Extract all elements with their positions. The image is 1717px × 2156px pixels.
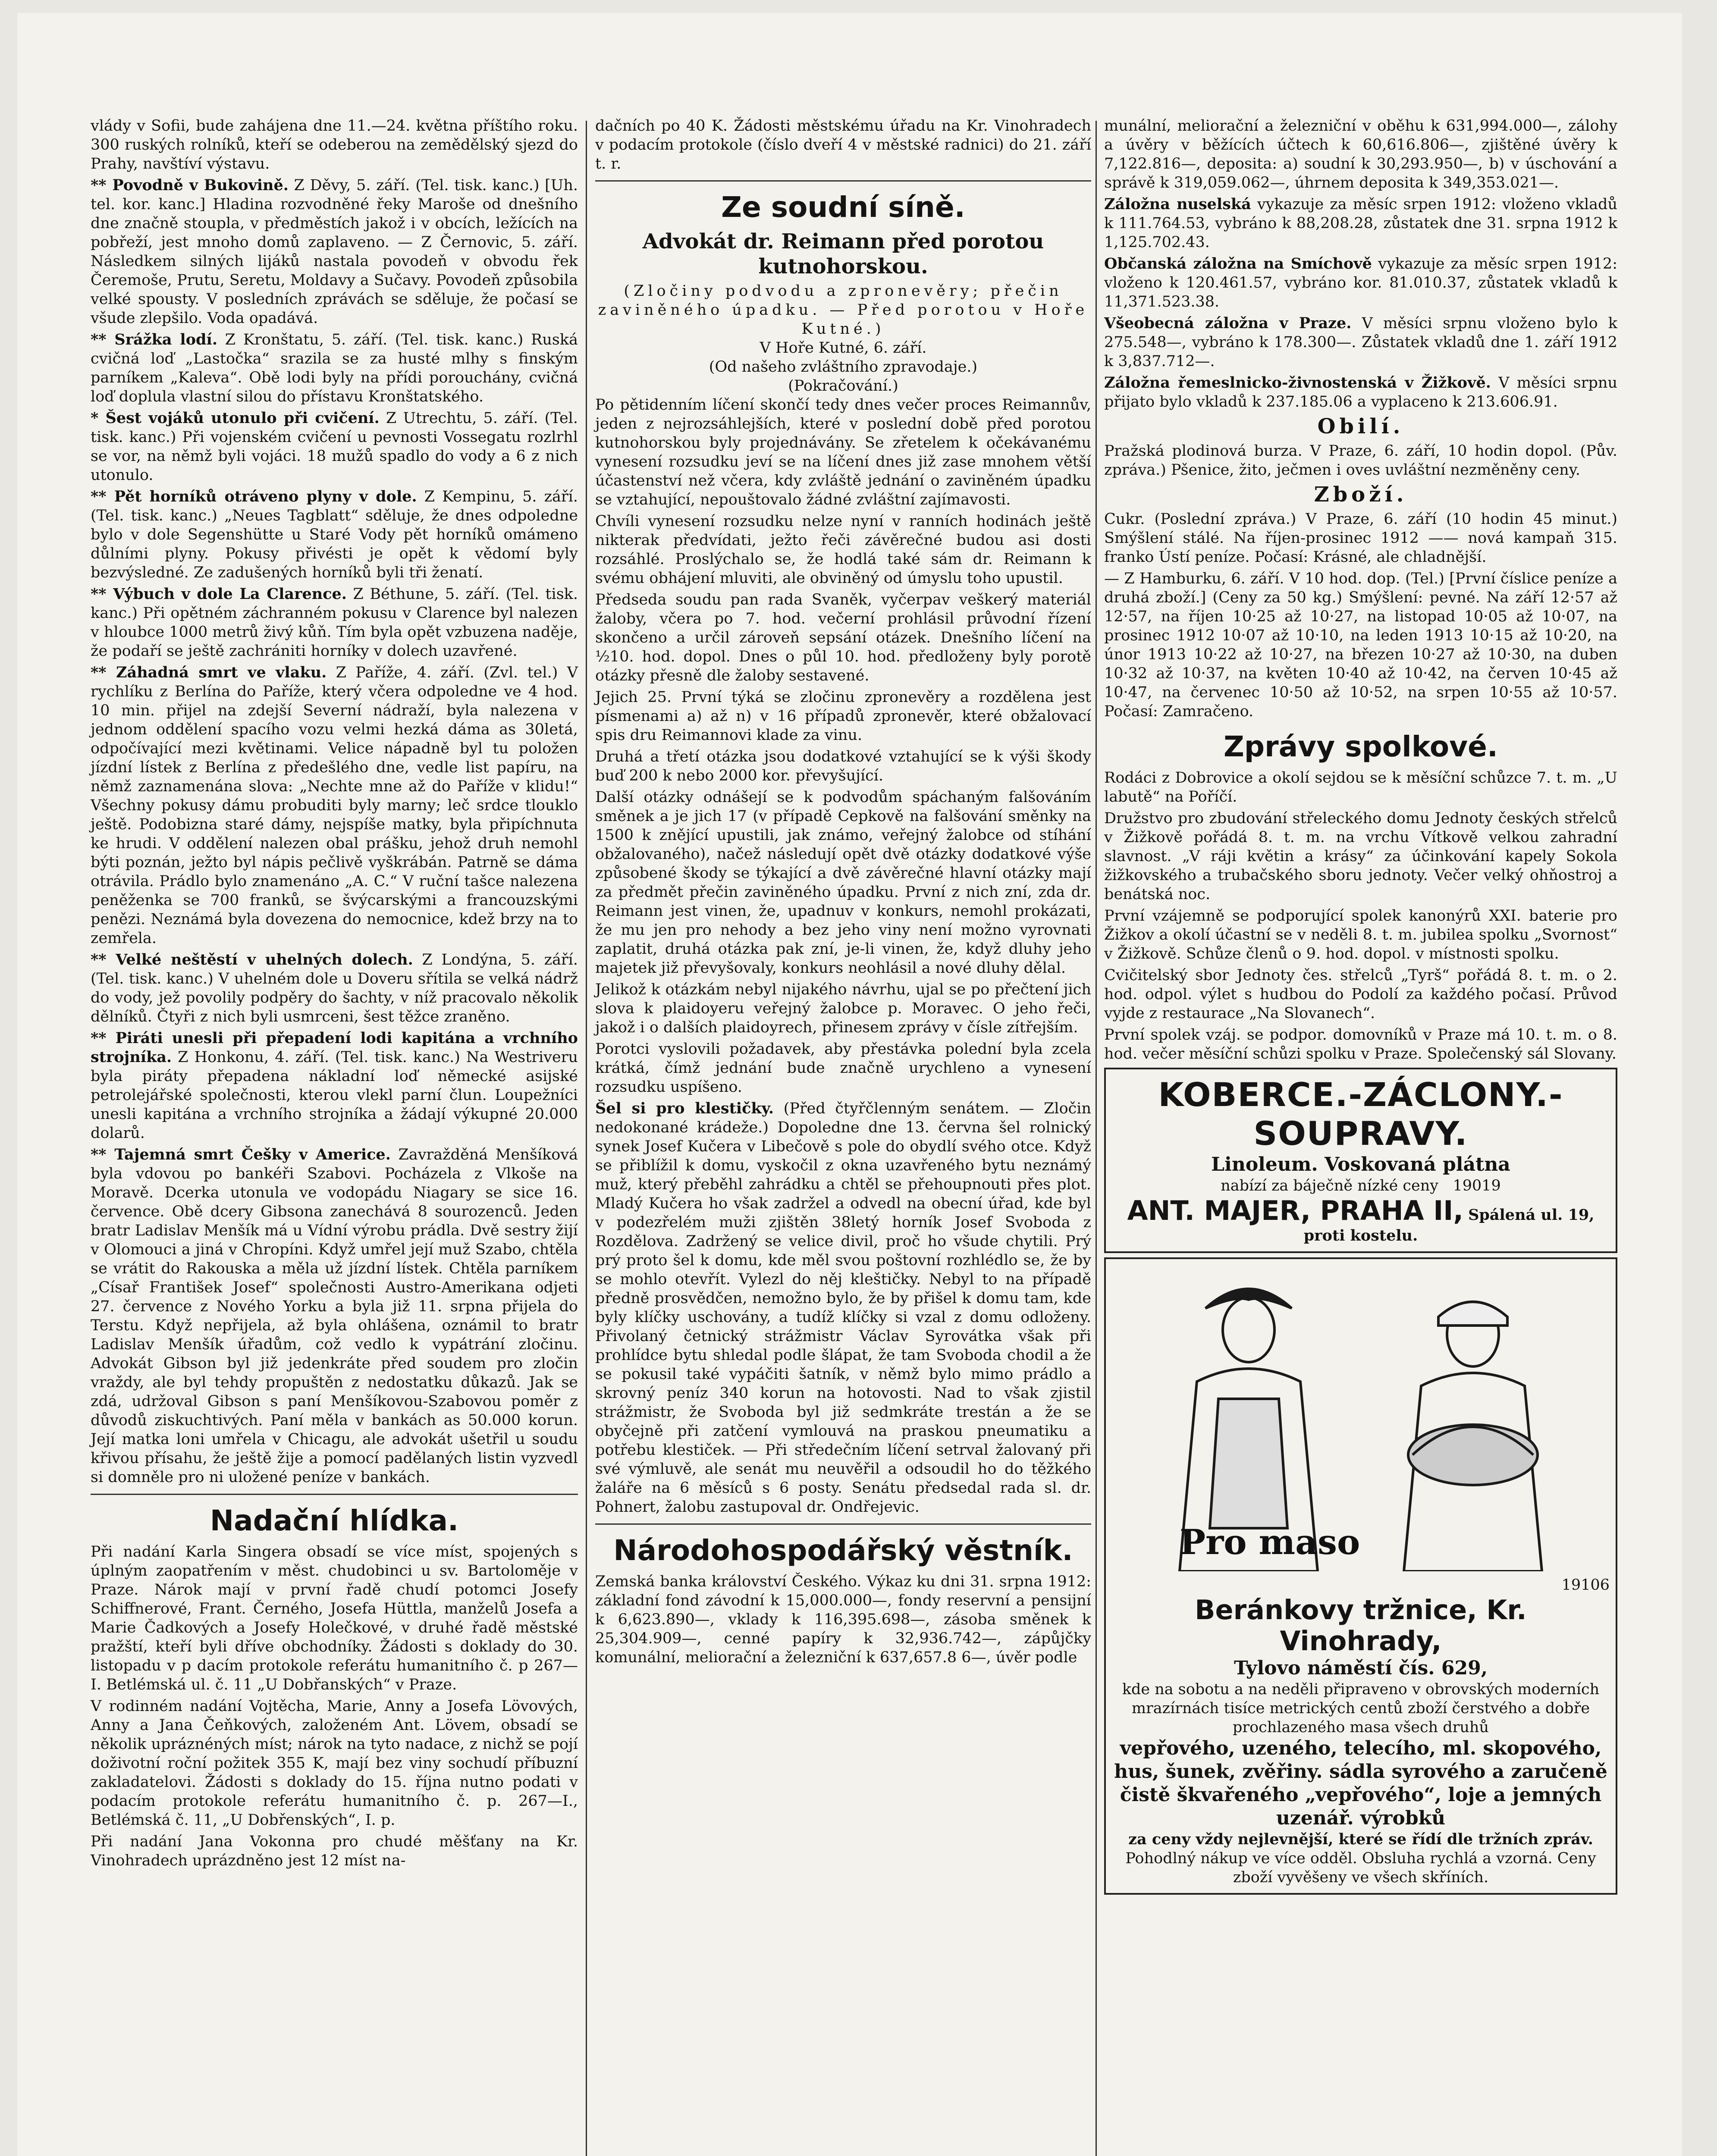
- nadacni-text-3: Při nadání Jana Vokonna pro chudé měšťany na Kr. Vinohradech uprázdněno jest 12 míst na-: [91, 1833, 578, 1869]
- article-text: Z Kronštatu, 5. září. (Tel. tisk. kanc.) Ruská cvičná loď „Lastočka“ srazila se za husté mlhy s finským parníkem „Kaleva“. Obě lodi byly na přídi porouchány, cvičná loď doplula vlastní silou do přístavu Kronštatského.: [91, 331, 578, 405]
- article-text: Z Béthune, 5. září. (Tel. tisk. kanc.) Při opětném záchranném pokusu v Clarence byl nalezen v hloubce 1000 metrů živý kůň. Tím byla opět vzbuzena naděje, že podaří se ještě zachrániti horníky v dolech uzavřené.: [91, 586, 578, 660]
- right-top-text: munální, meliorační a železniční v oběhu k 631,994.000—, zálohy a úvěry v běžících účtech k 60,616.806—, zjištěné úvěry k 7,122.816—, deposita: a) soudní k 30,293.950—, b) v úschování a správě k 319,059.062—, úhrnem deposita k 349,353.021—.: [1104, 117, 1617, 191]
- divider: [595, 180, 1091, 182]
- article-text: vykazuje za měsíc srpen 1912: vloženo k 120.461.57, vybráno kor. 81.010.37, zůstatek vkladů k 11,371.523.38.: [1104, 255, 1617, 310]
- column-rule: [1095, 121, 1097, 2156]
- theft-text: (Před čtyřčlenným senátem. — Zločin nedokonané krádeže.) Dopoledne dne 13. června šel rolnický synek Josef Kučera v Libečově s pole do obydlí svého otce. Když se přiblížil k domu, vyskočil z okna uzavřeného bytu neznámý muž, který přeběhl zahrádku a chtěl se přehoupnouti přes plot. Mladý Kučera ho však zadržel a odvedl na obecní úřad, kde byl v podezřelém muži zjištěn 38letý horník Josef Svoboda z Rozdělova. Zadržený se velice divil, proč ho všude chytili. Prý prý proto šel k domu, kde měl svou poštovní rozhlédlo se, že by se mohlo otevřít. Vylezl do něj kleštičky. Nebyl to na případě předně prosvědčen, nemožno bylo, že by přišel k domu tam, kde byly klíčky uschovány, a tudíž klíčky si vzal z domu odloženy. Přivolaný četnický strážmistr Václav Syrovátka však při prohlídce bytu shledal podle šlápat, že tam Svoboda chodil a že se pokusil také vypáčiti šatník, v němž bylo mimo prádlo a skrovný peníz 340 korun na hotovosti. Nad to však zjistil strážmistr, že Svoboda byl již sedmkráte trestán a že se obyčejně při zatčení vymlouvá na praskou pneumatiku a potřebu klestiček. — Při středečním líčení setrval žalovaný při své výmluvě, ale senát mu neuvěřil a odsoudil ho do těžkého žaláře na 6 měsíců s 6 posty. Senátu předsedal rada sl. dr. Pohnert, žalobu zastupoval dr. Ondřejevic.: [595, 1100, 1091, 1516]
- advert-maso-text-3: za ceny vždy nejlevnější, které se řídí dle tržních zpráv.: [1128, 1830, 1593, 1848]
- grain-title: Obilí.: [1317, 414, 1404, 439]
- article-lead: Záložna řemeslnicko-živnostenská v Žižkově.: [1104, 374, 1491, 392]
- butcher-women-illustration: [1119, 1269, 1602, 1571]
- article: [91, 663, 578, 948]
- article: [1104, 195, 1617, 252]
- advert-koberce-num: 19019: [1453, 1177, 1501, 1194]
- article-text: Zavražděná Menšíková byla vdovou po bankéři Szabovi. Pocházela z Vlkoše na Moravě. Dcerka utonula ve vodopádu Niagary se sice 16. července. Obě dcery Gibsona zanechává 8 sourozenců. Jeden bratr Ladislav Menšík má u Vídní výrobu prádla. Dvě sestry žijí v Olomouci a jiná v Chropíni. Když umřel její muž Szabo, chtěla se vrátit do Rakouska a měla už jízdní lístek. Chtěla parníkem „Císař František Josef“ společnosti Austro-Amerikana odjeti 27. července z Nového Yorku a byla již 11. srpna přijela do Terstu. Když nepřijela, až byla ohlášena, oznámil to bratr Ladislav Menšík úřadům, což vedlo k vypátrání zločinu. Advokát Gibson byl již jedenkráte před soudem pro zločin vraždy, ale byl tehdy propuštěn z nedostatku důkazů. Jak se zdá, udržoval Gibson s paní Menšíkovou-Szabovou poměr z důvodů ziskuchtivých. Paní měla v bankách as 50.000 korun. Její matka loni umřela v Chicagu, ale advokát ušetřil u soudu křivou přísahu, že ještě žije a pomocí padělaných listin vyzvedl si domněle pro ni uložené peníze v bankách.: [91, 1146, 578, 1486]
- article-lead: Občanská záložna na Smíchově: [1104, 255, 1372, 273]
- zbozi-text: Cukr. (Poslední zpráva.) V Praze, 6. září (10 hodin 45 minut.) Smýšlení stálé. Na říjen-prosinec 1912 —— nová kampaň 315. franko Ústí peníze. Počasí: Krásné, ale chladnější.: [1104, 511, 1617, 566]
- advert-koberce-head: KOBERCE.-ZÁCLONY.-SOUPRAVY.: [1158, 1075, 1563, 1153]
- court-intro: (Zločiny podvodu a zpronevěry; přečin zaviněného úpadku. — Před porotou v Hoře Kutné.): [598, 282, 1089, 338]
- article-text: V měsíci srpnu vloženo bylo k 275.548—, vybráno k 178.300—. Zůstatek vkladů dne 1. září 1912 k 3,837.712—.: [1104, 315, 1617, 370]
- article: [91, 116, 578, 173]
- court-paragraph: Jelikož k otázkám nebyl nijakého návrhu, ujal se po přečtení jich slova k plaidoyeru veřejný žalobce p. Moravec. O jeho řeči, jakož i o dalších plaidoyrech, přinesem zprávy v čísle zítřejším.: [595, 981, 1091, 1036]
- court-subtitle: Advokát dr. Reimann před porotou kutnohorskou.: [642, 229, 1044, 279]
- article-lead: ** Tajemná smrt Češky v Americe.: [91, 1146, 391, 1163]
- left-articles: [91, 116, 578, 1487]
- spolky-item: Družstvo pro zbudování střeleckého domu Jednoty českých střelců v Žižkově pořádá 8. t. m. na vrchu Vítkově velkou zahradní slavnost. „V ráji květin a krásy“ za účinkování kapely Sokola žižkovského a trubačského sboru jednoty. Večer velký ohňostroj a benátská noc.: [1104, 810, 1617, 903]
- article-text: Z Utrechtu, 5. září. (Tel. tisk. kanc.) Při vojenském cvičení u pevnosti Vossegatu rozlrhl se vor, na němž byli vojáci. 18 mužů spadlo do vody a 6 z nich utonulo.: [91, 410, 578, 484]
- theft-article: [595, 1099, 1091, 1517]
- article: [1104, 254, 1617, 311]
- column-middle: [595, 116, 1091, 1670]
- advert-koberce-small-text: nabízí za báječně nízké ceny: [1221, 1177, 1439, 1194]
- court-paragraph: Chvíli vynesení rozsudku nelze nyní v ranních hodinách ještě nikterak předvídati, ježto řeči závěrečné budou asi dosti rozsáhlé. Proslýchalo se, že hodlá také sám dr. Reimann k svému obhájení mluviti, ale obviněný od úmyslu toho upustil.: [595, 513, 1091, 587]
- advert-koberce-line: Linoleum. Voskovaná plátna: [1211, 1153, 1510, 1175]
- zbozi-title: Zboží.: [1314, 483, 1408, 507]
- article-text: Z Děvy, 5. září. (Tel. tisk. kanc.) [Uh. tel. kor. kanc.] Hladina rozvodněné řeky Maroše od dnešního dne značně stoupla, v předměstích jakož i v obcích, ležících na pobřeží, jest mnoho domů zaplaveno. — Z Černovic, 5. září. Následkem silných lijáků nastala povodeň v obvodu řek Čeremoše, Prutu, Seretu, Moldavy a Sučavy. Povodeň způsobila velké spousty. V posledních zprávách se sděluje, že počasí se všude zlepšilo. Voda opadává.: [91, 177, 578, 327]
- article-text: Z Kempinu, 5. září. (Tel. tisk. kanc.) „Neues Tagblatt“ sděluje, že dnes odpoledne bylo v dole Segenshütte u Staré Vody pět horníků omámeno důlními plyny. Pokusy přivésti je opět k vědomí byly bezvýsledné. Ze zadušených horníků byli tři ženatí.: [91, 488, 578, 581]
- advert-koberce: [1104, 1068, 1617, 1253]
- court-paragraph: Druhá a třetí otázka jsou dodatkové vztahující se k výši škody buď 200 k nebo 2000 kor. převyšující.: [595, 748, 1091, 784]
- nadacni-title: Nadační hlídka.: [210, 1504, 459, 1537]
- theft-lead: Šel si pro klestičky.: [595, 1100, 774, 1117]
- spolky-item: Rodáci z Dobrovice a okolí sejdou se k měsíční schůzce 7. t. m. „U labutě“ na Poříčí.: [1104, 769, 1617, 805]
- advert-koberce-firm-row: [1112, 1195, 1610, 1245]
- eco-title: Národohospodářský věstník.: [613, 1534, 1073, 1567]
- article-lead: Všeobecná záložna v Praze.: [1104, 314, 1352, 332]
- savings-reports: [1104, 195, 1617, 411]
- article-text: Z Paříže, 4. září. (Zvl. tel.) V rychlíku z Berlína do Paříže, který včera odpoledne ve 4 hod. 10 min. přijel na zdejší Severní nádraží, byla nalezena v jednom oddělení spacího vozu velmi hezká dáma as 30letá, odpočívající mezi květinami. Velice nápadně byl tu položen jízdní lístek z Berlína z předešlého dne, vedle list papíru, na němž zaznamenána slova: „Nechte mne až do Paříže v klidu!“ Všechny pokusy dámu probuditi byly marny; leč srdce tlouklo ještě. Podobizna staré dámy, nejspíše matky, byla připíchnuta ke hrudi. V oddělení nalezen obal prášku, jehož druh nemohl býti poznán, ježto byl nápis pečlivě vyškrábán. Patrně se dáma otrávila. Prádlo bylo znamenáno „A. C.“ V ruční tašce nalezena peněženka se 700 franků, se švýcarskými a francouzskými penězi. Neznámá byla dovezena do nemocnice, kdež brzy na to zemřela.: [91, 664, 578, 947]
- court-paragraph: Po pětidenním líčení skončí tedy dnes večer proces Reimannův, jeden z nejrozsáhlejších, které v poslední době před porotou kutnohorskou byly projednávány. Se zřetelem k očekávanému vynesení rozsudku jeví se na líčení dnes již zase mnohem větší účastenství než včera, kdy zvláště jednání o zaviněném úpadku se vztahující, nepouštovalo žádné zvláštní zajímavosti.: [595, 396, 1091, 508]
- article-lead: ** Záhadná smrt ve vlaku.: [91, 664, 327, 681]
- court-paragraph: Jejich 25. První týká se zločinu zpronevěry a rozdělena jest písmenami a) až n) v 16 případů zpronevěr, které obžalovací spis dru Reimannovi klade za vinu.: [595, 689, 1091, 744]
- court-paragraphs: [595, 395, 1091, 1097]
- advert-maso-slogan: Pro maso: [1180, 1522, 1360, 1562]
- article: [91, 487, 578, 582]
- spolky-item: Cvičitelský sbor Jednoty čes. střelců „Tyrš“ pořádá 8. t. m. o 2. hod. odpol. výlet s hudbou do Podolí za každého počasí. Průvod vyjde z restaurace „Na Slovanech“.: [1104, 967, 1617, 1022]
- article: [91, 585, 578, 661]
- eco-text: Zemská banka království Českého. Výkaz ku dni 31. srpna 1912: základní fond závodní k 15,000.000—, fondy reservní a pensijní k 6,623.890—, vklady k 116,395.698—, zásoba směnek k 25,304.909—, cenné papíry k 32,936.742—, zápůjčky komunální, meliorační a železniční k 637,657.8 6—, úvěr podle: [595, 1573, 1091, 1666]
- article: [91, 409, 578, 485]
- court-title: Ze soudní síně.: [721, 191, 965, 224]
- article-lead: ** Srážka lodí.: [91, 331, 218, 348]
- spolky-item: První spolek vzáj. se podpor. domovníků v Praze má 10. t. m. o 8. hod. večer měsíční schůzi spolku v Praze. Společenský sál Slovany.: [1104, 1026, 1617, 1062]
- article: [91, 176, 578, 328]
- advert-maso-text-4: Pohodlný nákup ve více odděl. Obsluha rychlá a vzorná. Ceny zboží vyvěšeny ve všech skříních.: [1125, 1850, 1596, 1886]
- article-text: vykazuje za měsíc srpen 1912: vloženo vkladů k 111.764.53, vybráno k 88,208.28, zůstatek dne 31. srpna 1912 k 1,125.702.43.: [1104, 196, 1617, 251]
- article-lead: ** Pět horníků otráveno plyny v dole.: [91, 488, 417, 505]
- article-text: V měsíci srpnu přijato bylo vkladů k 237.185.06 a vyplaceno k 213.606.91.: [1104, 374, 1617, 411]
- article-lead: Záložna nuselská: [1104, 195, 1251, 213]
- advert-maso-addr: Tylovo náměstí čís. 629,: [1234, 1657, 1488, 1679]
- article: [91, 1145, 578, 1487]
- article-lead: ** Piráti unesli při přepadení lodi kapitána a vrchního strojníka.: [91, 1029, 578, 1066]
- nadacni-text-1: Při nadání Karla Singera obsadí se více míst, spojených s úplným zaopatřením v měst. chudobinci u sv. Bartoloměje v Praze. Nárok mají v první řadě chudí potomci Josefy Schiffnerové, Frant. Černého, Josefa Hüttla, manželů Josefa a Marie Čadkových a Josefy Holečkové, v druhé řadě městské pražští, kteří byli dříve obchodníky. Žádosti s doklady do 30. listopadu v p dacím protokole referátu humanitního č. p 267—I. Betlémská ul. č. 11 „U Dobřanských“ v Praze.: [91, 1543, 578, 1693]
- basket: [1408, 1425, 1538, 1485]
- column-rule: [586, 121, 587, 2156]
- article-text: vlády v Sofii, bude zahájena dne 11.—24. května příštího roku. 300 ruských rolníků, kteří se odeberou na zemědělský sjezd do Prahy, navštíví výstavu.: [91, 117, 578, 172]
- court-paragraph: Další otázky odnášejí se k podvodům spáchaným falšováním směnek a je jich 17 (v případě Cepkově na falšování směnky na 1500 k znějící upustili, jak známo, veřejný žalobce od stíhání obžalovaného), načež následují opět dvě otázky dodatkové výše způsobené škody se týkající a dvě závěrečné hlavní otázky mají za předmět přečin zaviněného úpadku. První z nich zní, zda dr. Reimann jest vinen, že, upadnuv v konkurs, nemohl prokázati, že mu jen pro nehody a bez jeho viny není možno vyrovnati zaplatit, druhá otázka pak zní, je-li vinen, že, když dluhy jeho majetek již převyšovaly, konkurs neohlásil a nové dluhy dělal.: [595, 789, 1091, 977]
- divider: [91, 1494, 578, 1495]
- advert-maso-text-1: kde na sobotu a na neděli připraveno v obrovských moderních mrazírnách tisíce metrických centů zboží čerstvého a dobře prochlazeného masa všech druhů: [1122, 1681, 1600, 1736]
- advert-koberce-firm: ANT. MAJER, PRAHA II,: [1127, 1195, 1463, 1226]
- article-lead: ** Povodně v Bukovině.: [91, 176, 289, 194]
- column-left: [91, 116, 578, 1873]
- article: [1104, 373, 1617, 411]
- middle-top-text: dačních po 40 K. Žádosti městskému úřadu na Kr. Vinohradech v podacím protokole (číslo dveří 4 v městské radnici) do 21. září t. r.: [595, 117, 1091, 172]
- article: [1104, 314, 1617, 371]
- court-dateline: V Hoře Kutné, 6. září.: [760, 339, 927, 357]
- court-source: (Od našeho zvláštního zpravodaje.): [709, 358, 978, 376]
- grain-text: Pražská plodinová burza. V Praze, 6. září, 10 hodin dopol. (Pův. zpráva.) Pšenice, žito, ječmen i oves uvláštní nezměněny ceny.: [1104, 442, 1617, 479]
- column-right: [1104, 116, 1617, 1899]
- advert-maso-num: 19106: [1561, 1576, 1610, 1594]
- article-lead: * Šest vojáků utonulo při cvičení.: [91, 409, 380, 427]
- advert-maso: [1104, 1257, 1617, 1895]
- divider: [595, 1523, 1091, 1525]
- article: [91, 950, 578, 1026]
- court-cont: (Pokračování.): [788, 377, 898, 395]
- article-lead: ** Velké neštěstí v uhelných dolech.: [91, 951, 413, 968]
- spolky-title: Zprávy spolkové.: [1223, 730, 1498, 763]
- spolky-item: První vzájemně se podporující spolek kanonýrů XXI. baterie pro Žižkov a okolí účastní se v neděli 8. t. m. jubilea spolku „Svornost“ v Žižkově. Schůze členů o 9. hod. dopol. v místnosti spolku.: [1104, 907, 1617, 962]
- advert-koberce-small: [1112, 1176, 1610, 1195]
- article: [91, 1029, 578, 1143]
- newspaper-page: [17, 13, 1682, 2156]
- spolky-items: [1104, 768, 1617, 1063]
- article: [91, 330, 578, 406]
- woman-left-apron: [1210, 1399, 1287, 1528]
- advert-koberce-addr: Spálená ul. 19, proti kostelu.: [1303, 1206, 1595, 1244]
- court-paragraph: Porotci vyslovili požadavek, aby přestávka polední byla zcela krátká, čímž jednání bude značně urychleno a vynesení rozsudku uspíšeno.: [595, 1040, 1091, 1096]
- article-lead: ** Výbuch v dole La Clarence.: [91, 585, 347, 603]
- zbozi-text-2: — Z Hamburku, 6. září. V 10 hod. dop. (Tel.) [První číslice peníze a druhá zboží.] (Ceny za 50 kg.) Smýšlení: pevné. Na září 12·57 až 12·57, na říjen 10·25 až 10·27, na listopad 10·05 až 10·07, na prosinec 1912 10·07 až 10·10, na leden 1913 10·15 až 10·20, na únor 1913 10·22 až 10·27, na březen 10·27 až 10·30, na duben 10·32 až 10·37, na květen 10·40 až 10·42, na červen 10·45 až 10·47, na červenec 10·50 až 10·52, na srpen 10·55 až 10·57. Počasí: Zamračeno.: [1104, 570, 1617, 720]
- article-text: Z Londýna, 5. září. (Tel. tisk. kanc.) V uhelném dole u Doveru sřítila se velká nádrž do vody, jež povolily podpěry do šachty, v níž pracovalo několik dělníků. Čtyři z nich byli usmrceni, šest těžce zraněno.: [91, 951, 578, 1025]
- court-paragraph: Předseda soudu pan rada Svaněk, vyčerpav veškerý materiál žaloby, včera po 7. hod. večerní prohlásil průvodní řízení skončeno a určil zároveň sepsání otázek. Dnešního líčení na ½10. hod. dopol. Dnes o půl 10. hod. předloženy byly porotě otázky přesně dle žaloby sestavené.: [595, 591, 1091, 684]
- advert-maso-firm: Beránkovy tržnice, Kr. Vinohrady,: [1195, 1594, 1527, 1657]
- article-text: Z Honkonu, 4. září. (Tel. tisk. kanc.) Na Westriveru byla piráty přepadena nákladní loď německé asijské petrolejářské společnosti, kterou vlekl parní člun. Loupežníci unesli kapitána a vrchního strojníka a žádají výkupné 20.000 dolarů.: [91, 1049, 578, 1142]
- nadacni-text-2: V rodinném nadání Vojtěcha, Marie, Anny a Josefa Lövových, Anny a Jana Čeňkových, založeném Ant. Lövem, obsadí se několik upráznéných míst; nárok na tyto nadace, z nichž se pojí doživotní roční požitek 355 K, mají bez viny sochudí příbuzní zakladatelovi. Žádosti s doklady do 15. října nutno podati v podacím protokole referátu humanitního č. p. 267—I., Betlémská č. 11, „U Dobřenských“, I. p.: [91, 1698, 578, 1829]
- advert-maso-text-2: vepřového, uzeného, telecího, ml. skopového, hus, šunek, zvěřiny. sádla syrového a zaručeně čistě škvařeného „vepřového“, loje a jemných uzenář. výrobků: [1114, 1737, 1607, 1829]
